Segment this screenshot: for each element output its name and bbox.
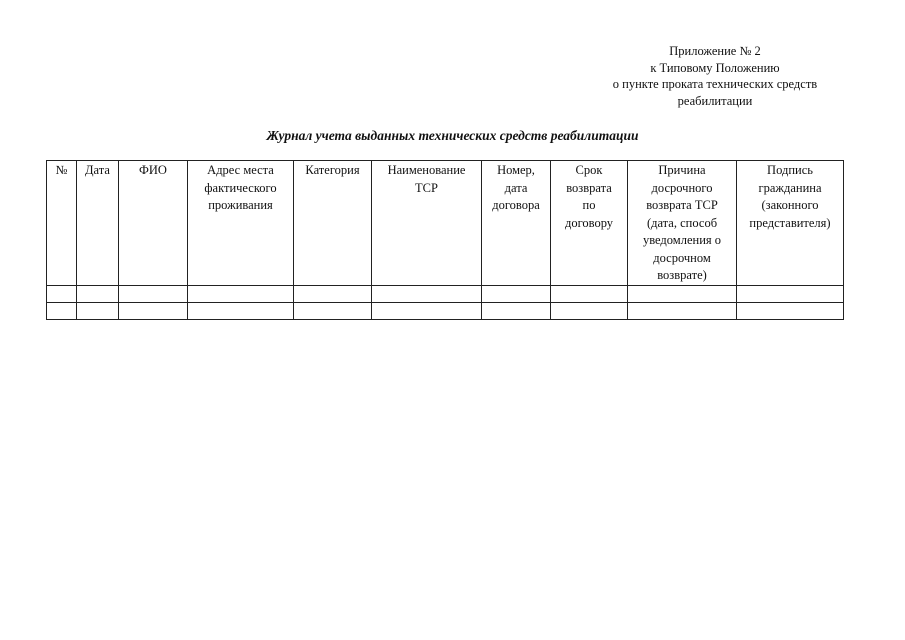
table-cell [737,285,844,302]
appendix-line: реабилитации [677,93,753,108]
document-title: Журнал учета выданных технических средств реабилитации [266,128,639,143]
column-header-early-return-reason [628,161,737,286]
header-line: Подпись [767,163,813,177]
table-cell [188,302,294,319]
header-line: дата [504,180,528,195]
header-line: Номер, [497,163,535,177]
header-line: уведомления о [642,233,722,247]
header-line: фактического [204,180,277,195]
table-row [47,285,844,302]
column-header-address [188,161,294,286]
table-cell [294,302,372,319]
header-line: Наименование [387,163,466,177]
header-line: возврата ТСР [646,198,718,212]
table-cell [77,302,119,319]
table-cell [737,302,844,319]
header-line: возврата [566,180,612,195]
table-cell [47,285,77,302]
header-line: по [582,198,596,212]
appendix-line: Приложение № 2 [669,44,761,58]
table-cell [551,302,628,319]
header-line: договору [564,215,614,230]
header-line: досрочном [653,250,711,265]
header-line: Дата [85,163,110,177]
table-cell [628,285,737,302]
header-line: Причина [658,163,706,177]
header-line: Срок [575,163,603,177]
appendix-note [560,43,870,109]
header-line: досрочного [651,180,713,195]
journal-table [46,160,844,320]
header-line: Категория [305,163,360,177]
table-cell [47,302,77,319]
table-cell [294,285,372,302]
column-header-number [47,161,77,286]
column-header-category [294,161,372,286]
table-cell [551,285,628,302]
table-cell [482,285,551,302]
header-line: (дата, способ [646,215,718,230]
table-cell [628,302,737,319]
header-line: проживания [208,198,273,212]
appendix-line: к Типовому Положению [650,60,780,75]
column-header-signature [737,161,844,286]
table-cell [482,302,551,319]
header-line: ФИО [139,163,167,177]
table-cell [119,302,188,319]
column-header-full-name [119,161,188,286]
table-cell [119,285,188,302]
header-line: гражданина [758,180,822,195]
header-line: договора [492,198,540,212]
table-cell [188,285,294,302]
table-cell [372,285,482,302]
header-line: № [55,163,68,177]
column-header-return-term [551,161,628,286]
table-cell [372,302,482,319]
appendix-line: о пункте проката технических средств [612,77,818,91]
header-line: ТСР [415,180,438,195]
header-line: (законного [761,198,819,212]
header-row [47,161,844,286]
column-header-contract [482,161,551,286]
header-line: представителя) [749,215,831,230]
table-cell [77,285,119,302]
column-header-tsr-name [372,161,482,286]
column-header-date [77,161,119,286]
table-row [47,302,844,319]
header-line: Адрес места [207,163,274,177]
header-line: возврате) [657,268,707,282]
